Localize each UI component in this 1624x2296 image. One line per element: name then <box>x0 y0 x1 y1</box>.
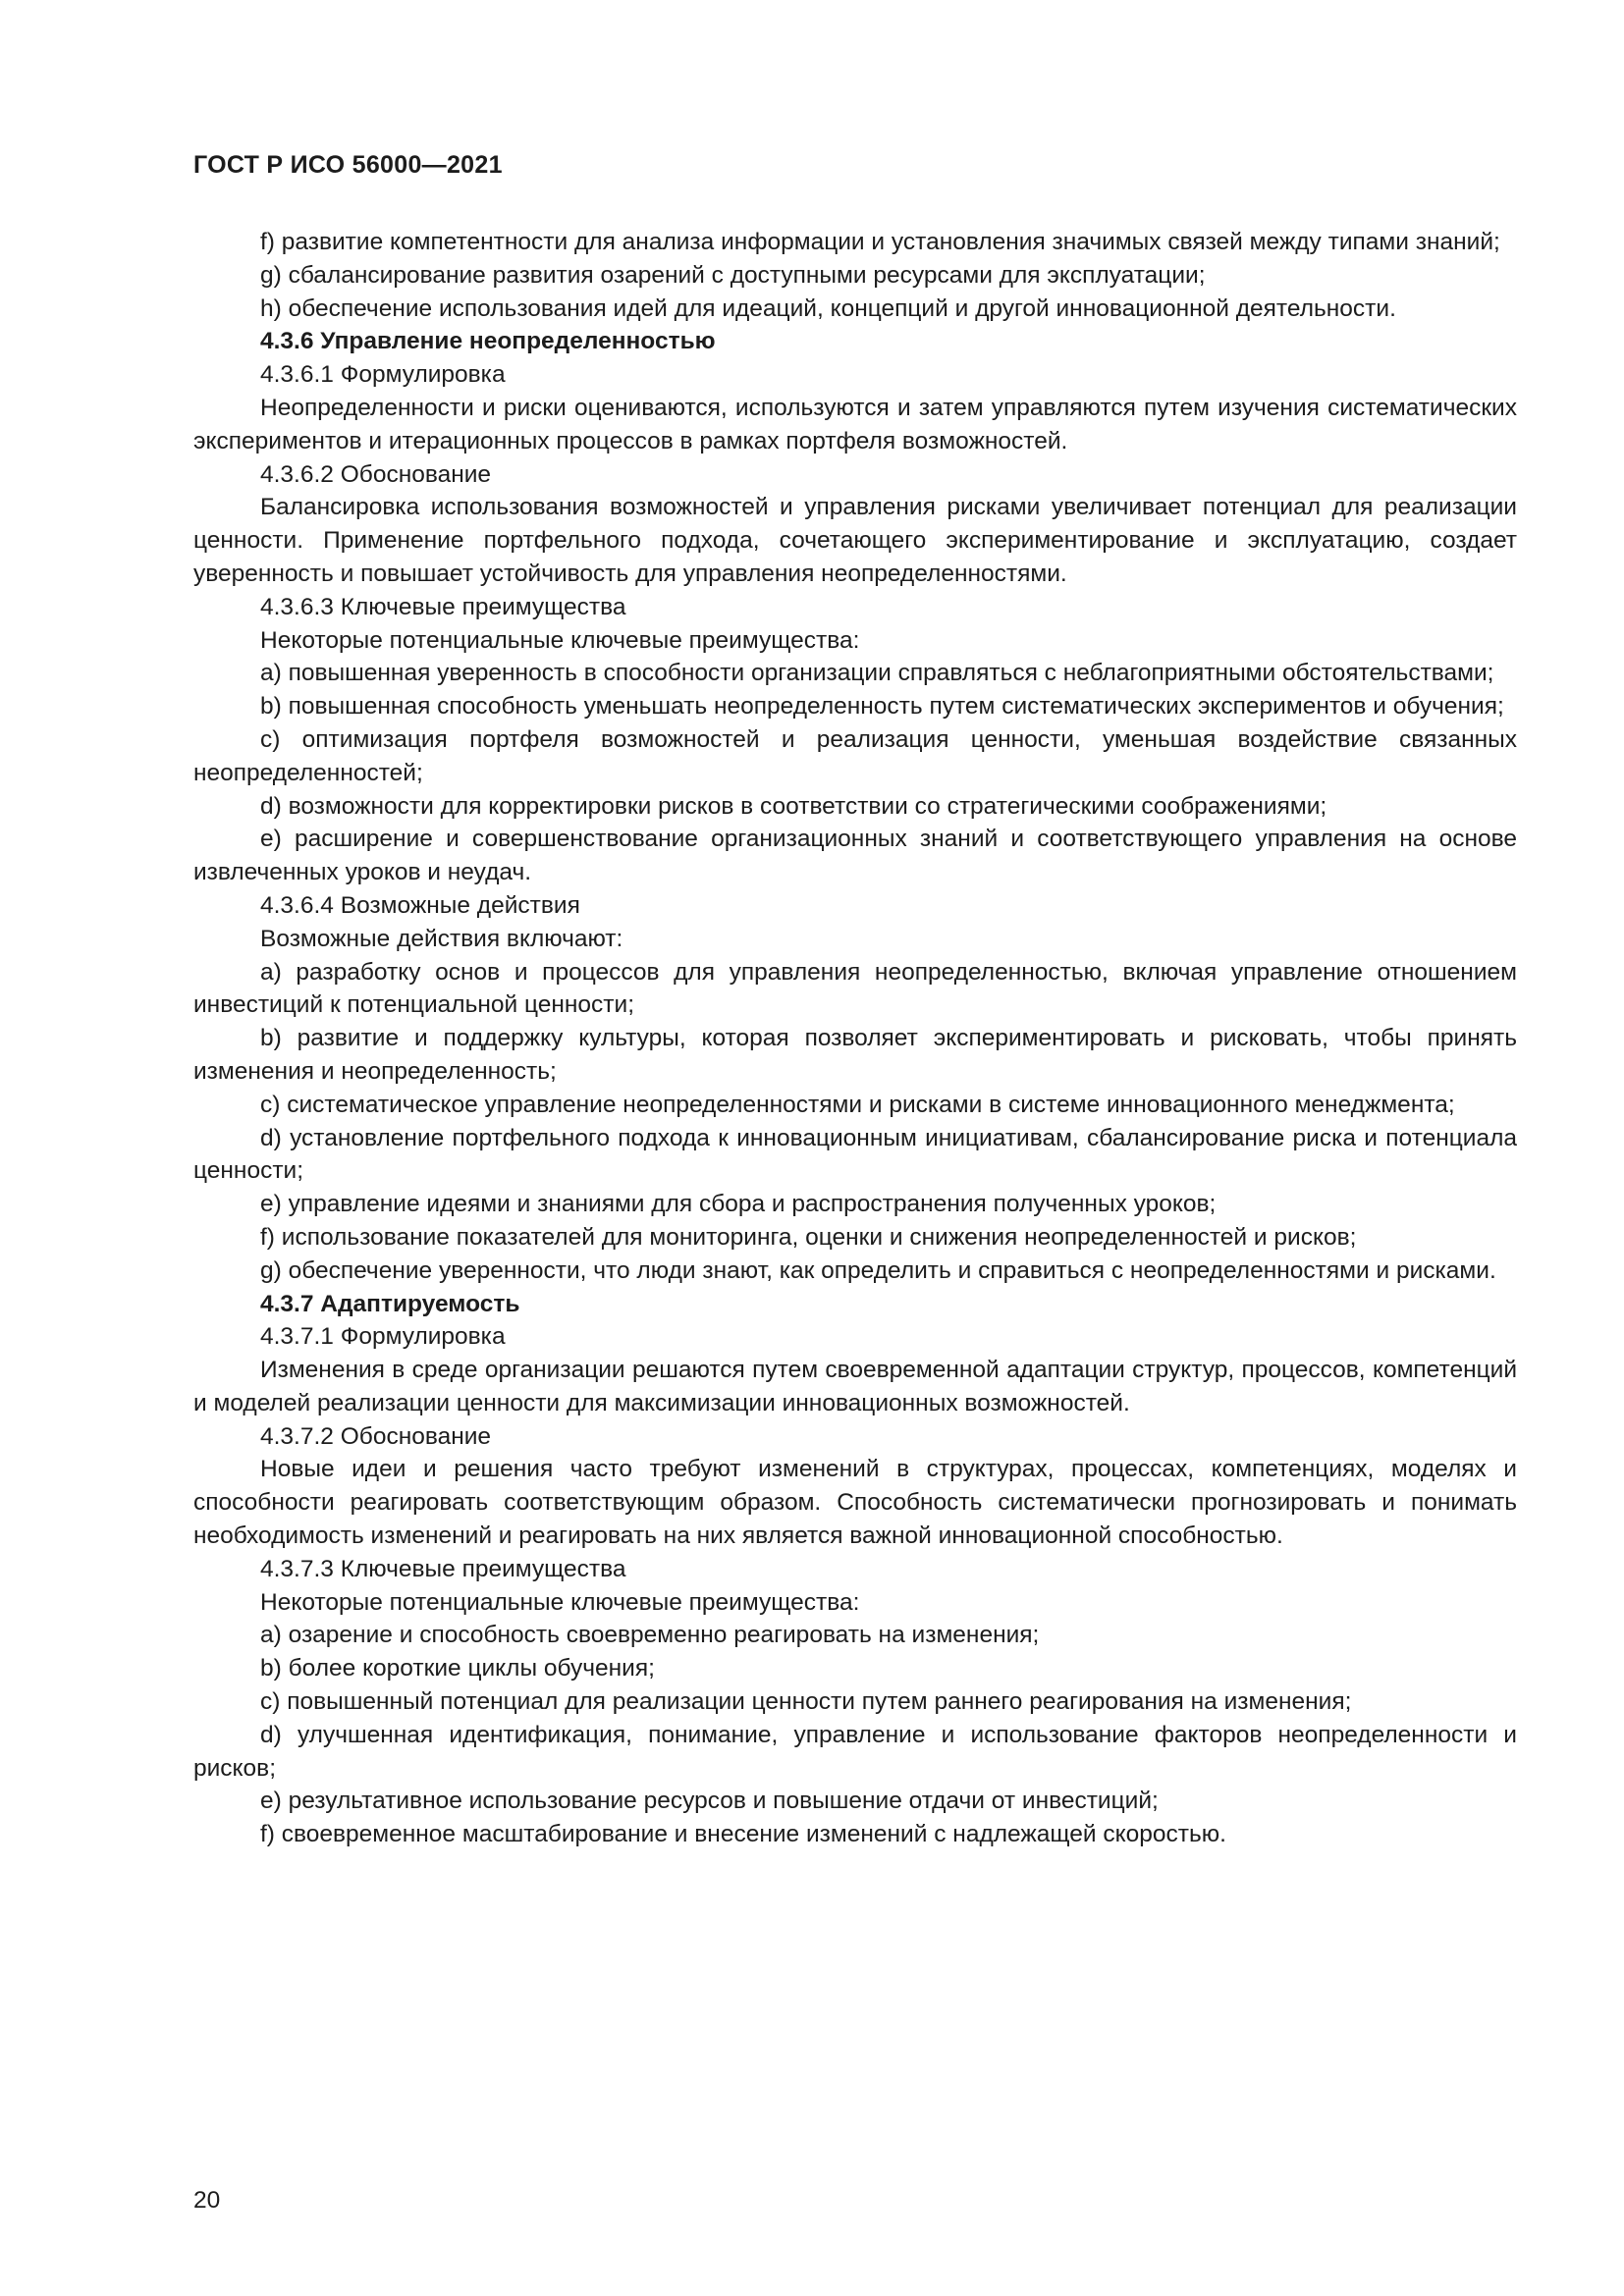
document-header: ГОСТ Р ИСО 56000—2021 <box>193 151 503 179</box>
paragraph: 4.3.7.3 Ключевые преимущества <box>260 1555 626 1582</box>
paragraph: g) обеспечение уверенности, что люди знают, как определить и справиться с неопределенностями и рисками. <box>260 1256 1496 1284</box>
paragraph: a) повышенная уверенность в способности организации справляться с неблагоприятными обстоятельствами; <box>260 660 1494 687</box>
paragraph: Неопределенности и риски оцениваются, используются и затем управляются путем изучения систематических экспериментов и итерационных процессов в рамках портфеля возможностей. <box>193 394 1517 454</box>
paragraph: d) улучшенная идентификация, понимание, управление и использование факторов неопределенности и рисков; <box>193 1721 1517 1782</box>
paragraph: b) развитие и поддержку культуры, которая позволяет экспериментировать и рисковать, чтобы принять изменения и неопределенность; <box>193 1025 1517 1085</box>
paragraph: Некоторые потенциальные ключевые преимущества: <box>260 626 860 654</box>
page-number: 20 <box>193 2187 221 2214</box>
paragraph: Возможные действия включают: <box>260 925 623 952</box>
paragraph: f) своевременное масштабирование и внесение изменений с надлежащей скоростью. <box>260 1821 1226 1848</box>
paragraph: Балансировка использования возможностей и управления рисками увеличивает потенциал для реализации ценности. Применение портфельного подхода, сочетающего экспериментирование и эксплуатацию, создает уверенность и повышает устойчивость для управления неопределенностями. <box>193 494 1517 587</box>
paragraph: 4.3.7.2 Обоснование <box>260 1422 492 1450</box>
paragraph: c) систематическое управление неопределенностями и рисками в системе инновационного менеджмента; <box>260 1091 1455 1118</box>
paragraph: Новые идеи и решения часто требуют изменений в структурах, процессах, компетенциях, моделях и способности реагировать соответствующим образом. Способность систематически прогнозировать и понимать необходимость изменений и реагировать на них является важной инновационной способностью. <box>193 1456 1517 1550</box>
paragraph: Некоторые потенциальные ключевые преимущества: <box>260 1588 860 1616</box>
paragraph: a) разработку основ и процессов для управления неопределенностью, включая управление отношением инвестиций к потенциальной ценности; <box>193 958 1517 1019</box>
paragraph: 4.3.6.1 Формулировка <box>260 361 506 389</box>
paragraph: 4.3.6.2 Обоснование <box>260 460 492 488</box>
section-heading: 4.3.7 Адаптируемость <box>260 1290 520 1317</box>
paragraph: g) сбалансирование развития озарений с доступными ресурсами для эксплуатации; <box>260 261 1206 289</box>
paragraph: f) развитие компетентности для анализа информации и установления значимых связей между типами знаний; <box>260 229 1500 255</box>
paragraph: c) повышенный потенциал для реализации ценности путем раннего реагирования на изменения; <box>260 1688 1352 1716</box>
section-heading: 4.3.6 Управление неопределенностью <box>260 328 716 355</box>
paragraph: Изменения в среде организации решаются путем своевременной адаптации структур, процессов, компетенций и моделей реализации ценности для максимизации инновационных возможностей. <box>193 1357 1517 1416</box>
paragraph: e) управление идеями и знаниями для сбора и распространения полученных уроков; <box>260 1191 1217 1218</box>
paragraph: 4.3.6.4 Возможные действия <box>260 891 580 919</box>
paragraph: b) повышенная способность уменьшать неопределенность путем систематических экспериментов и обучения; <box>260 693 1504 721</box>
paragraph: c) оптимизация портфеля возможностей и реализация ценности, уменьшая воздействие связанных неопределенностей; <box>193 725 1517 786</box>
paragraph: 4.3.6.3 Ключевые преимущества <box>260 593 626 620</box>
document-body <box>193 226 1517 1851</box>
paragraph: 4.3.7.1 Формулировка <box>260 1323 506 1351</box>
paragraph: a) озарение и способность своевременно реагировать на изменения; <box>260 1622 1040 1649</box>
paragraph: b) более короткие циклы обучения; <box>260 1655 655 1682</box>
paragraph: e) результативное использование ресурсов и повышение отдачи от инвестиций; <box>260 1788 1159 1815</box>
paragraph: d) установление портфельного подхода к инновационным инициативам, сбалансирование риска и потенциала ценности; <box>193 1124 1517 1185</box>
paragraph: e) расширение и совершенствование организационных знаний и соответствующего управления на основе извлеченных уроков и неудач. <box>193 826 1517 886</box>
paragraph: h) обеспечение использования идей для идеаций, концепций и другой инновационной деятельности. <box>260 294 1396 322</box>
paragraph: f) использование показателей для мониторинга, оценки и снижения неопределенностей и рисков; <box>260 1223 1357 1251</box>
paragraph: d) возможности для корректировки рисков в соответствии со стратегическими соображениями; <box>260 792 1327 820</box>
